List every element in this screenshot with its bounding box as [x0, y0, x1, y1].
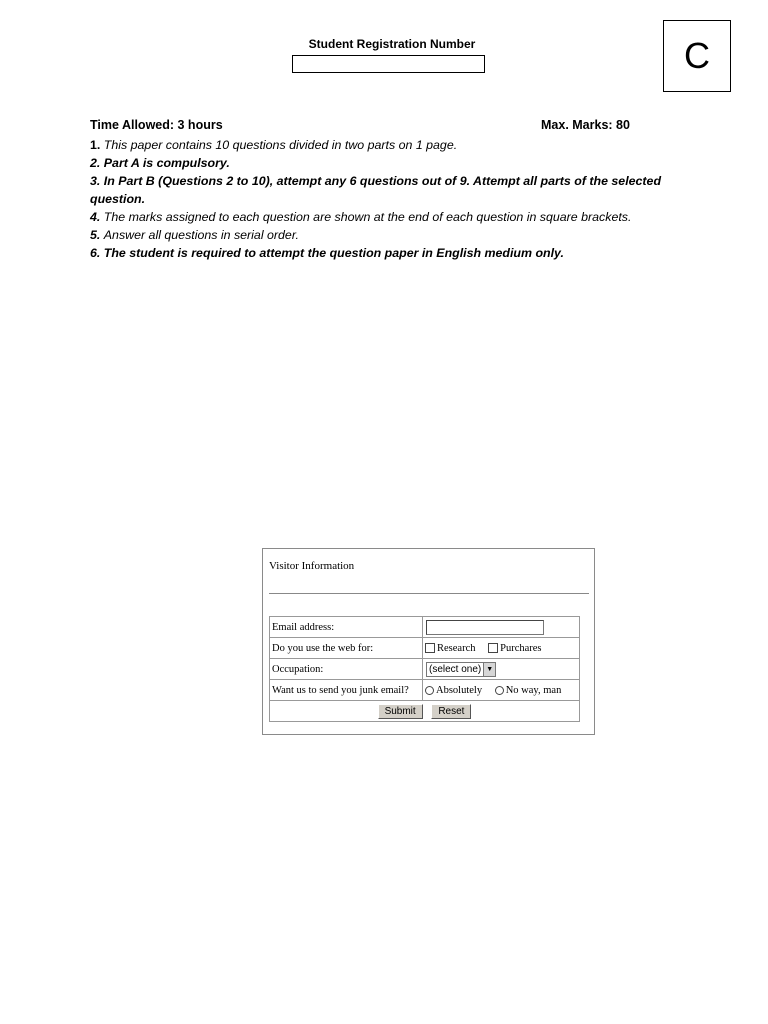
checkbox-icon[interactable]: [425, 643, 435, 653]
instructions-list: [90, 136, 680, 262]
absolutely-option[interactable]: Absolutely: [425, 685, 482, 696]
radio-icon[interactable]: [495, 686, 504, 695]
instruction-item: 2. Part A is compulsory.: [90, 156, 230, 170]
email-label: Email address:: [270, 617, 423, 638]
visitor-form-image: [262, 548, 595, 735]
occupation-select[interactable]: (select one) ▼: [426, 662, 496, 677]
table-row: [270, 701, 580, 722]
purchases-option[interactable]: Purchares: [488, 643, 541, 654]
submit-button[interactable]: Submit: [378, 704, 423, 719]
instruction-item: 3. In Part B (Questions 2 to 10), attempt any 6 questions out of 9. Attempt all parts of the selected question.: [90, 174, 662, 206]
visitor-form-title: Visitor Information: [269, 560, 355, 572]
no-way-option[interactable]: No way, man: [495, 685, 562, 696]
exam-info-line: [90, 118, 650, 132]
research-option[interactable]: Research: [425, 643, 475, 654]
visitor-form-table: [269, 616, 580, 722]
registration-number-label: Student Registration Number: [308, 37, 476, 51]
max-marks: Max. Marks: 80: [541, 118, 630, 132]
radio-icon[interactable]: [425, 686, 434, 695]
paper-code-box: C: [663, 20, 731, 92]
reset-button[interactable]: Reset: [431, 704, 471, 719]
table-row: [270, 638, 580, 659]
web-use-label: Do you use the web for:: [270, 638, 423, 659]
table-row: [270, 617, 580, 638]
instruction-item: 5. Answer all questions in serial order.: [90, 228, 299, 242]
email-field[interactable]: [426, 620, 544, 635]
junk-email-label: Want us to send you junk email?: [270, 680, 423, 701]
chevron-down-icon[interactable]: ▼: [483, 663, 495, 676]
occupation-label: Occupation:: [270, 659, 423, 680]
table-row: [270, 680, 580, 701]
instruction-item: 1. This paper contains 10 questions divided in two parts on 1 page.: [90, 138, 458, 152]
registration-number-box: [292, 55, 485, 73]
time-allowed: Time Allowed: 3 hours: [90, 118, 223, 132]
instruction-item: 4. The marks assigned to each question are shown at the end of each question in square brackets.: [90, 210, 632, 224]
table-row: [270, 659, 580, 680]
checkbox-icon[interactable]: [488, 643, 498, 653]
instruction-item: 6. The student is required to attempt the question paper in English medium only.: [90, 246, 564, 260]
divider: [269, 593, 589, 594]
